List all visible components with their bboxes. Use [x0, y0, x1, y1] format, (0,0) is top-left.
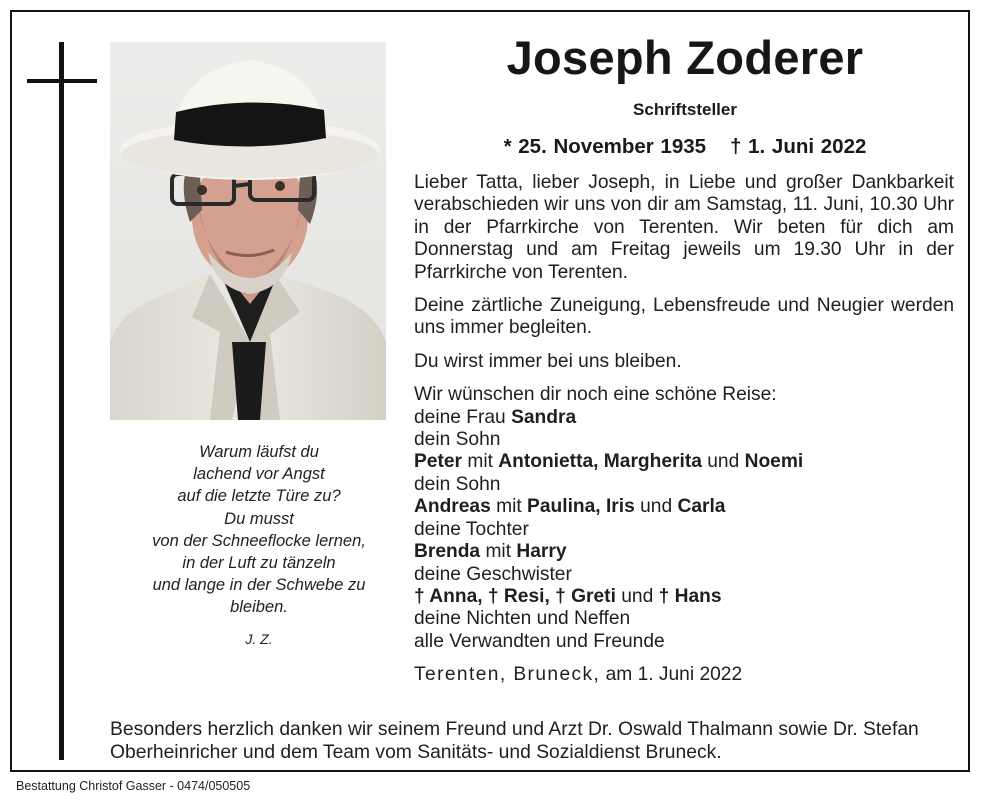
mourner-name: Brenda [414, 541, 481, 563]
relation-label: deine Frau [414, 406, 506, 428]
closing-line: Du wirst immer bei uns bleiben. [414, 350, 682, 372]
mourner-name: † Hans [658, 585, 722, 607]
relation-label: deine Geschwister [414, 563, 572, 585]
mourner-name: Harry [516, 541, 567, 563]
relation-label: alle Verwandten und Freunde [414, 630, 665, 652]
mourner-line [414, 451, 954, 473]
connector: mit [485, 541, 512, 563]
connector: und [640, 496, 673, 518]
poem-line: von der Schneeflocke lernen, [152, 531, 366, 550]
mourner-line [414, 496, 954, 518]
obituary-text [414, 172, 954, 687]
funeral-home-credit: Bestattung Christof Gasser - 0474/050505 [16, 779, 251, 793]
mourner-name: Peter [414, 451, 462, 473]
connector: mit [467, 451, 493, 473]
poem-line: in der Luft zu tänzeln [182, 554, 336, 573]
relation-label: deine Nichten und Neffen [414, 608, 631, 630]
mourner-name: Carla [677, 496, 726, 518]
poem-line: auf die letzte Türe zu? [177, 487, 341, 506]
mourner-name: Antonietta, Margherita [498, 451, 702, 473]
place: Terenten, Bruneck, [414, 664, 601, 686]
poem-line: und lange in der Schwebe zu [152, 576, 366, 595]
relation-label: deine Tochter [414, 518, 529, 540]
mourner-name: † Anna, † Resi, † Greti [414, 585, 616, 607]
relation-label: dein Sohn [414, 429, 501, 451]
poem-line: lachend vor Angst [193, 465, 325, 484]
profession: Schriftsteller [633, 100, 737, 119]
connector: und [707, 451, 740, 473]
cross-symbol-bar [27, 79, 97, 83]
date: am 1. Juni 2022 [605, 664, 743, 686]
life-dates [404, 135, 966, 159]
connector: und [621, 585, 654, 607]
place-date [414, 664, 954, 686]
connector: mit [496, 496, 522, 518]
cross-symbol [59, 42, 64, 760]
mourner-name: Paulina, Iris [527, 496, 635, 518]
journey-intro: Wir wünschen dir noch eine schöne Reise: [414, 384, 777, 406]
mourner-line [414, 407, 954, 429]
memory-paragraph: Deine zärtliche Zuneigung, Lebensfreude und Neugier werden uns immer begleiten. [414, 295, 954, 339]
mourner-line [414, 586, 954, 608]
deceased-name: Joseph Zoderer [506, 31, 864, 84]
poem-line: bleiben. [230, 598, 288, 617]
acknowledgement: Besonders herzlich danken wir seinem Freund und Arzt Dr. Oswald Thalmann sowie Dr. Stefan Oberheinricher und dem Team vom Sanitäts- und Sozialdienst Bruneck. [110, 719, 919, 763]
farewell-paragraph: Lieber Tatta, lieber Joseph, in Liebe und großer Dankbarkeit verabschieden wir uns von dir am Samstag, 11. Juni, 10.30 Uhr in der Pfarrkirche von Terenten. Wir beten für dich am Donnerstag und am Freitag jeweils um 19.30 Uhr in der Pfarrkirche von Terenten. [414, 172, 954, 283]
mourner-line [414, 541, 954, 563]
poem-line: Du musst [224, 509, 294, 528]
death-date: † 1. Juni 2022 [730, 135, 867, 158]
poem [112, 441, 406, 650]
mourner-name: Noemi [744, 451, 804, 473]
mourner-name: Andreas [414, 496, 491, 518]
poem-signature: J. Z. [245, 630, 273, 647]
poem-line: Warum läufst du [199, 443, 319, 461]
relation-label: dein Sohn [414, 473, 501, 495]
portrait-photo [110, 42, 386, 420]
mourner-name: Sandra [511, 406, 577, 428]
birth-date: * 25. November 1935 [503, 135, 707, 158]
